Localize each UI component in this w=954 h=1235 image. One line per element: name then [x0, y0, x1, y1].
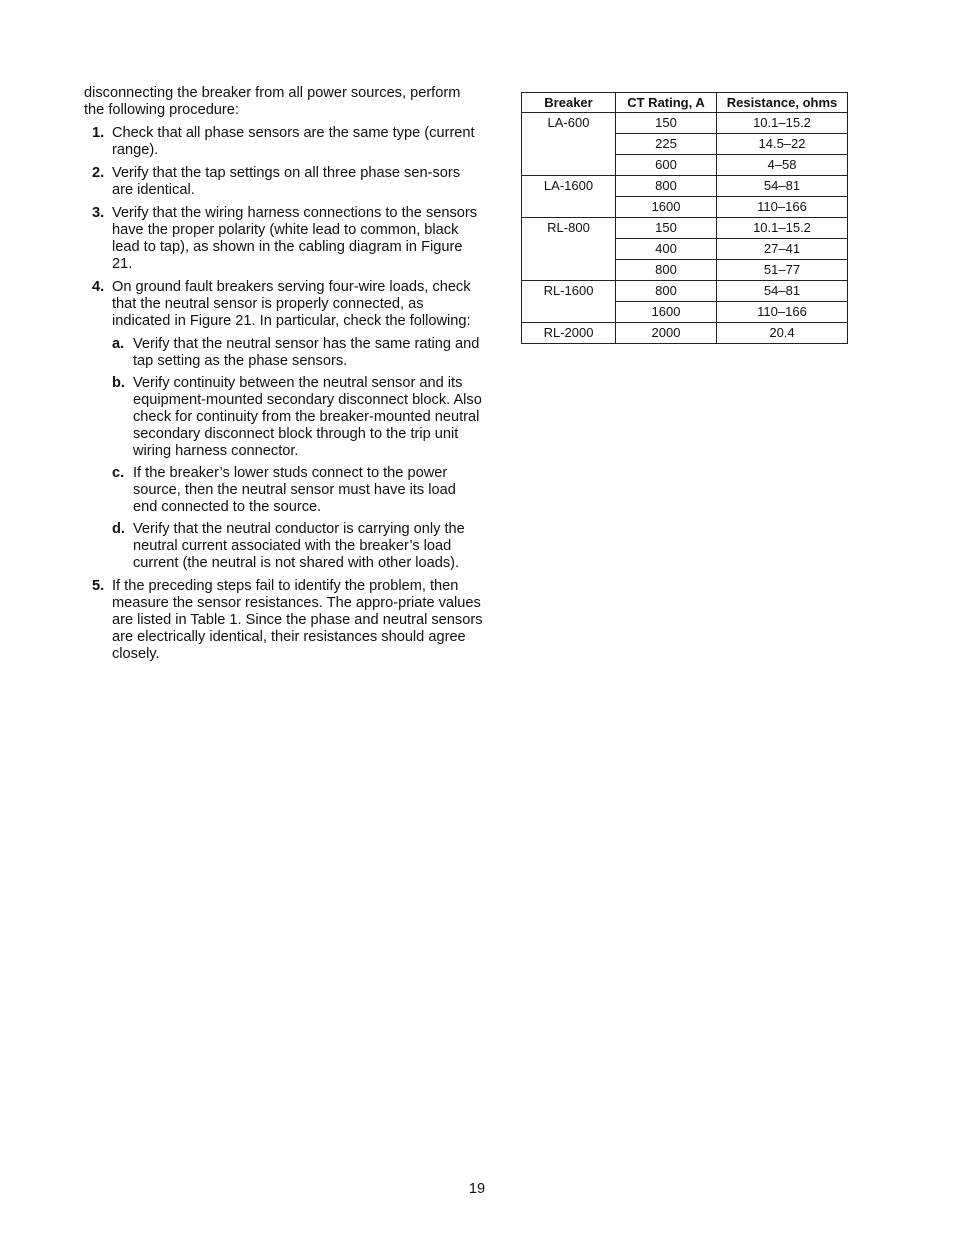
step-number: 2.: [92, 165, 105, 181]
sub-step-item: [112, 521, 484, 572]
ct-rating-cell: 150: [616, 218, 717, 239]
ct-rating-cell: 1600: [616, 197, 717, 218]
resistance-cell: 110–166: [717, 197, 848, 218]
step-item: [84, 205, 484, 273]
ct-rating-cell: 800: [616, 281, 717, 302]
resistance-cell: 51–77: [717, 260, 848, 281]
sub-steps: [112, 336, 484, 572]
ct-rating-cell: 400: [616, 239, 717, 260]
step-number: 1.: [92, 125, 105, 141]
step-text: Verify that the tap settings on all three phase sen-sors are identical.: [112, 165, 461, 198]
table-row: [522, 113, 848, 134]
resistance-cell: 20.4: [717, 323, 848, 344]
ct-rating-cell: 1600: [616, 302, 717, 323]
step-item: [84, 279, 484, 572]
sensor-resistance-table: [521, 92, 848, 344]
sub-step-item: [112, 336, 484, 370]
breaker-cell: LA-600: [522, 113, 616, 176]
breaker-cell: RL-2000: [522, 323, 616, 344]
sub-step-text: Verify continuity between the neutral sensor and its equipment-mounted secondary disconnect block. Also check for continuity from the breaker-mounted neutral secondary disconnect block through to the trip unit wiring harness connector.: [133, 375, 482, 459]
step-text: If the preceding steps fail to identify the problem, then measure the sensor resistances. The appro-priate values are listed in Table 1. Since the phase and neutral sensors are electrically identical, their resistances should agree closely.: [112, 578, 483, 662]
resistance-cell: 10.1–15.2: [717, 113, 848, 134]
resistance-cell: 110–166: [717, 302, 848, 323]
sub-step-text: Verify that the neutral sensor has the same rating and tap setting as the phase sensors.: [133, 336, 480, 369]
step-number: 4.: [92, 279, 105, 295]
sub-step-item: [112, 375, 484, 460]
ct-rating-cell: 800: [616, 176, 717, 197]
table-row: [522, 281, 848, 302]
table-row: [522, 323, 848, 344]
resistance-cell: 54–81: [717, 281, 848, 302]
step-text: Verify that the wiring harness connections to the sensors have the proper polarity (white lead to common, black lead to tap), as shown in the cabling diagram in Figure 21.: [112, 205, 478, 272]
ct-rating-cell: 2000: [616, 323, 717, 344]
table-row: [522, 218, 848, 239]
resistance-cell: 10.1–15.2: [717, 218, 848, 239]
step-number: 5.: [92, 578, 105, 594]
sub-step-letter: b.: [112, 375, 125, 391]
step-text: Check that all phase sensors are the same type (current range).: [112, 125, 475, 158]
sub-step-letter: c.: [112, 465, 125, 481]
breaker-cell: RL-1600: [522, 281, 616, 323]
header-breaker: Breaker: [522, 93, 616, 113]
header-resistance: Resistance, ohms: [717, 93, 848, 113]
sub-step-item: [112, 465, 484, 516]
sensor-resistance-table-wrapper: [521, 92, 848, 344]
procedure-text: [84, 85, 484, 669]
resistance-cell: 4–58: [717, 155, 848, 176]
sub-step-letter: d.: [112, 521, 125, 537]
intro-paragraph: disconnecting the breaker from all power sources, perform the following procedure:: [84, 85, 461, 118]
step-item: [84, 125, 484, 159]
ct-rating-cell: 800: [616, 260, 717, 281]
ct-rating-cell: 150: [616, 113, 717, 134]
breaker-cell: LA-1600: [522, 176, 616, 218]
header-ct-rating: CT Rating, A: [616, 93, 717, 113]
table-row: [522, 176, 848, 197]
step-item: [84, 165, 484, 199]
breaker-cell: RL-800: [522, 218, 616, 281]
sub-step-letter: a.: [112, 336, 125, 352]
ct-rating-cell: 600: [616, 155, 717, 176]
procedure-steps: [84, 125, 484, 663]
step-text: On ground fault breakers serving four-wire loads, check that the neutral sensor is properly connected, as indicated in Figure 21. In particular, check the following:: [112, 279, 471, 329]
resistance-cell: 27–41: [717, 239, 848, 260]
page-number: 19: [468, 1181, 486, 1197]
resistance-cell: 14.5–22: [717, 134, 848, 155]
step-number: 3.: [92, 205, 105, 221]
step-item: [84, 578, 484, 663]
resistance-cell: 54–81: [717, 176, 848, 197]
ct-rating-cell: 225: [616, 134, 717, 155]
table-header-row: [522, 93, 848, 113]
sub-step-text: If the breaker’s lower studs connect to the power source, then the neutral sensor must have its load end connected to the source.: [133, 465, 456, 515]
sub-step-text: Verify that the neutral conductor is carrying only the neutral current associated with the breaker’s load current (the neutral is not shared with other loads).: [133, 521, 465, 571]
